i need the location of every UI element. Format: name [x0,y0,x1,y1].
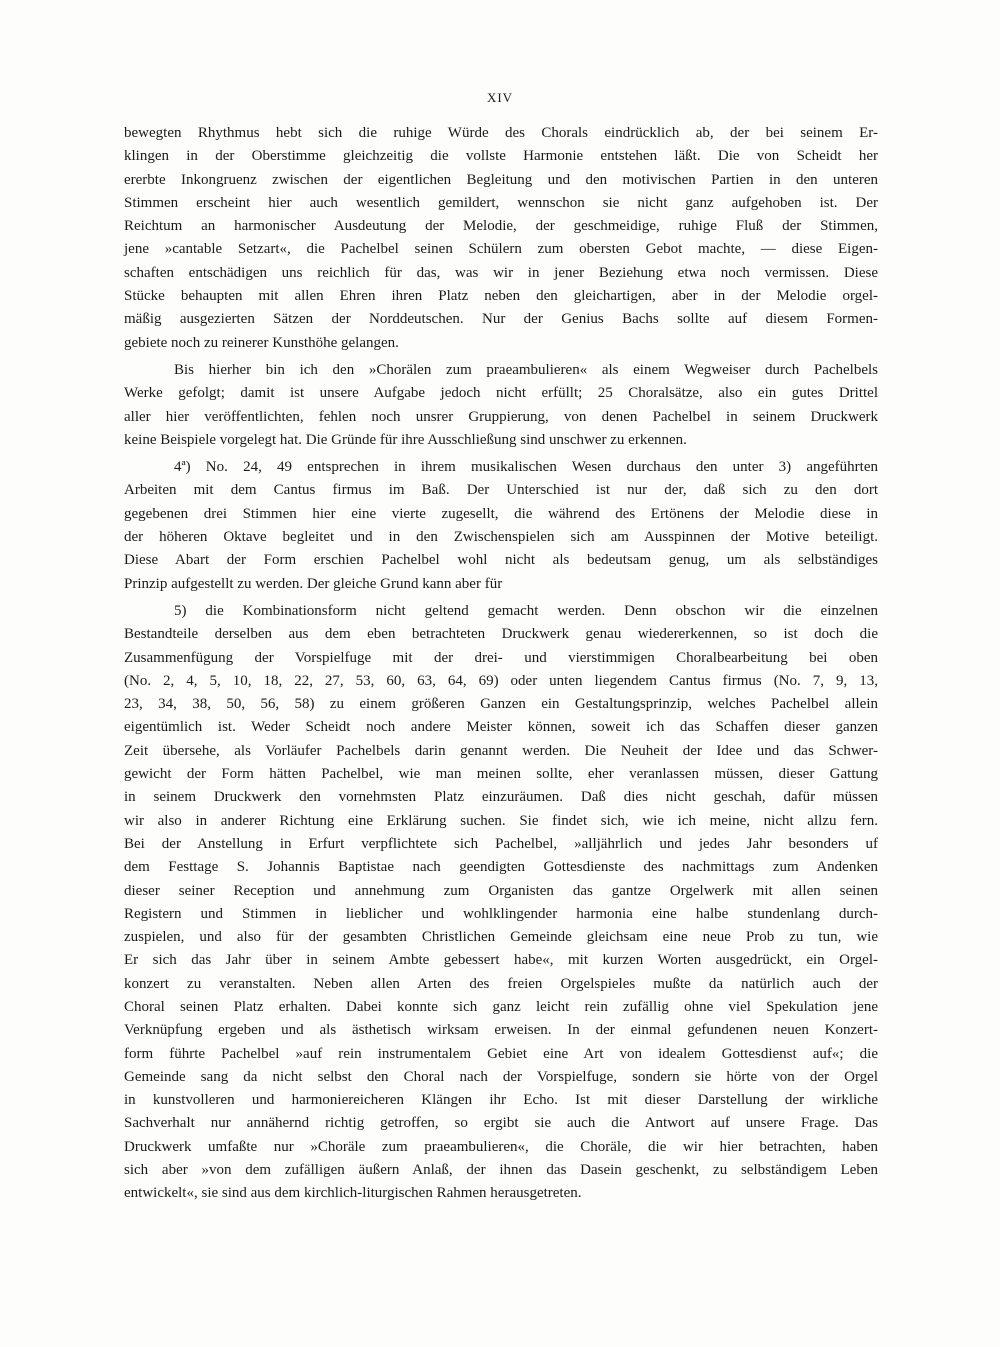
text-line: Arbeiten mit dem Cantus firmus im Baß. Der Unterschied ist nur der, daß sich zu den dort [124,482,878,499]
text-line: Diese Abart der Form erschien Pachelbel wohl nicht als bedeutsam genug, um als selbständiges [124,552,878,569]
text-line: (No. 2, 4, 5, 10, 18, 22, 27, 53, 60, 63, 64, 69) oder unten liegendem Cantus firmus (No. 7, 9, 13, [124,672,878,689]
text-line: bewegten Rhythmus hebt sich die ruhige Würde des Chorals eindrücklich ab, der bei seinem Er- [124,125,878,141]
paragraph [124,600,878,1206]
text-line: gebiete noch zu reinerer Kunsthöhe gelangen. [124,334,399,351]
text-line: keine Beispiele vorgelegt hat. Die Gründe für ihre Ausschließung sind unschwer zu erkennen. [124,431,687,448]
text-line: 5) die Kombinationsform nicht geltend gemacht werden. Denn obschon wir die einzelnen [174,602,878,619]
text-line: Registern und Stimmen in lieblicher und wohlklingender harmonia eine halbe stundenlang durch- [124,905,878,922]
text-line: Zusammenfügung der Vorspielfuge mit der drei- und vierstimmigen Choralbearbeitung bei oben [124,649,878,666]
text-line: form führte Pachelbel »auf rein instrumentalem Gebiet eine Art von idealem Gottesdienst auf«; die [124,1045,878,1062]
text-line: der höheren Oktave begleitet und in den Zwischenspielen sich am Ausspinnen der Motive beteiligt. [124,529,878,546]
text-line: 23, 34, 38, 50, 56, 58) zu einem größeren Ganzen ein Gestaltungsprinzip, welches Pachelbel allein [124,696,878,713]
text-line: gewicht der Form hätten Pachelbel, wie man meinen sollte, eher veranlassen müssen, dieser Gattung [124,766,878,783]
text-line: zuspielen, und also für der gesambten Christlichen Gemeinde gleichsam eine neue Prob zu tun, wie [124,929,878,946]
text-line: Prinzip aufgestellt zu werden. Der gleiche Grund kann aber für [124,575,503,592]
text-line: konzert zu veranstalten. Neben allen Arten des freien Orgelspieles mußte da natürlich auch der [124,975,878,992]
text-line: ererbte Inkongruenz zwischen der eigentlichen Begleitung und den motivischen Partien in den unteren [124,171,878,188]
text-line: Bestandteile derselben aus dem eben betrachteten Druckwerk genau wiedererkennen, so ist doch die [124,626,878,643]
paragraph [124,122,878,355]
text-line: Bis hierher bin ich den »Chorälen zum praeambulieren« als einem Wegweiser durch Pachelbels [174,361,878,378]
text-line: sich aber »von dem zufälligen äußern Anlaß, der ihnen das Dasein geschenkt, zu selbständigem Leben [124,1162,878,1179]
text-line: mäßig ausgezierten Sätzen der Norddeutschen. Nur der Genius Bachs sollte auf diesem Formen- [124,311,878,328]
paragraph [124,456,878,596]
text-line: dieser seiner Reception und annehmung zum Organisten das gantze Orgelwerk mit allen seinen [124,882,878,899]
text-line: klingen in der Oberstimme gleichzeitig die vollste Harmonie entstehen läßt. Die von Scheidt her [124,148,878,165]
text-line: in kunstvolleren und harmoniereicheren Klängen ihr Echo. Ist mit dieser Darstellung der wirkliche [124,1092,878,1109]
text-line: jene »cantable Setzart«, die Pachelbel seinen Schülern zum obersten Gebot machte, — diese Eigen- [124,241,878,258]
text-line: Zeit übersehe, als Vorläufer Pachelbels darin genannt werden. Die Neuheit der Idee und das Schwer- [124,742,878,759]
text-line: Verknüpfung ergeben und als ästhetisch wirksam erweisen. In der einmal gefundenen neuen Konzert- [124,1022,878,1039]
text-line: schaften entschädigen uns reichlich für das, was wir in jener Beziehung etwa noch vermissen. Diese [124,264,878,281]
text-line: dem Festtage S. Johannis Baptistae nach geendigten Gottesdienste des nachmittags zum Andenken [124,859,878,876]
page-number: XIV [486,90,514,105]
text-line: Er sich das Jahr über in seinem Ambte gebessert habe«, mit kurzen Worten ausgedrückt, ein Orgel- [124,952,878,969]
text-line: in seinem Druckwerk den vornehmsten Platz einzuräumen. Daß dies nicht geschah, dafür müssen [124,789,878,806]
text-line: eigentümlich ist. Weder Scheidt noch andere Meister können, soweit ich das Schaffen dieser ganzen [124,719,878,736]
text-line: Reichtum an harmonischer Ausdeutung der Melodie, der geschmeidige, ruhige Fluß der Stimmen, [124,218,878,235]
text-line: Druckwerk umfaßte nur »Choräle zum praeambulieren«, die Choräle, die wir hier betrachten, haben [124,1138,878,1155]
text-line: wir also in anderer Richtung eine Erklärung suchen. Sie findet sich, wie ich meine, nicht allzu fern. [124,812,878,829]
text-line: Stücke behaupten mit allen Ehren ihren Platz neben den gleichartigen, aber in der Melodie orgel- [124,288,878,305]
text-line: Stimmen erscheint hier auch wesentlich gemildert, wennschon sie nicht ganz aufgehoben ist. Der [124,194,878,211]
text-line: Gemeinde sang da nicht selbst den Choral nach der Vorspielfuge, sondern sie hörte von der Orgel [124,1068,878,1085]
text-line: entwickelt«, sie sind aus dem kirchlich-liturgischen Rahmen herausgetreten. [124,1185,582,1202]
text-line: Bei der Anstellung in Erfurt verpflichtete sich Pachelbel, »alljährlich und jedes Jahr besonders uf [124,835,878,852]
text-line: Sachverhalt nur annähernd richtig getroffen, so ergibt sie auch die Antwort auf unsere Frage. Das [124,1115,878,1132]
text-line: gegebenen drei Stimmen hier eine vierte zugesellt, die während des Ertönens der Melodie diese in [124,505,878,522]
text-line: 4ª) No. 24, 49 entsprechen in ihrem musikalischen Wesen durchaus den unter 3) angeführten [174,459,878,476]
body-text [124,122,878,1210]
text-line: Choral seinen Platz erhalten. Dabei konnte sich ganz leicht rein zufällig ohne viel Spekulation jene [124,998,878,1015]
text-line: Werke gefolgt; damit ist unsere Aufgabe jedoch nicht erfüllt; 25 Choralsätze, also ein gutes Drittel [124,385,878,402]
paragraph [124,359,878,452]
text-line: aller hier veröffentlichten, fehlen noch unsrer Gruppierung, von denen Pachelbel in seinem Druckwerk [124,408,878,425]
